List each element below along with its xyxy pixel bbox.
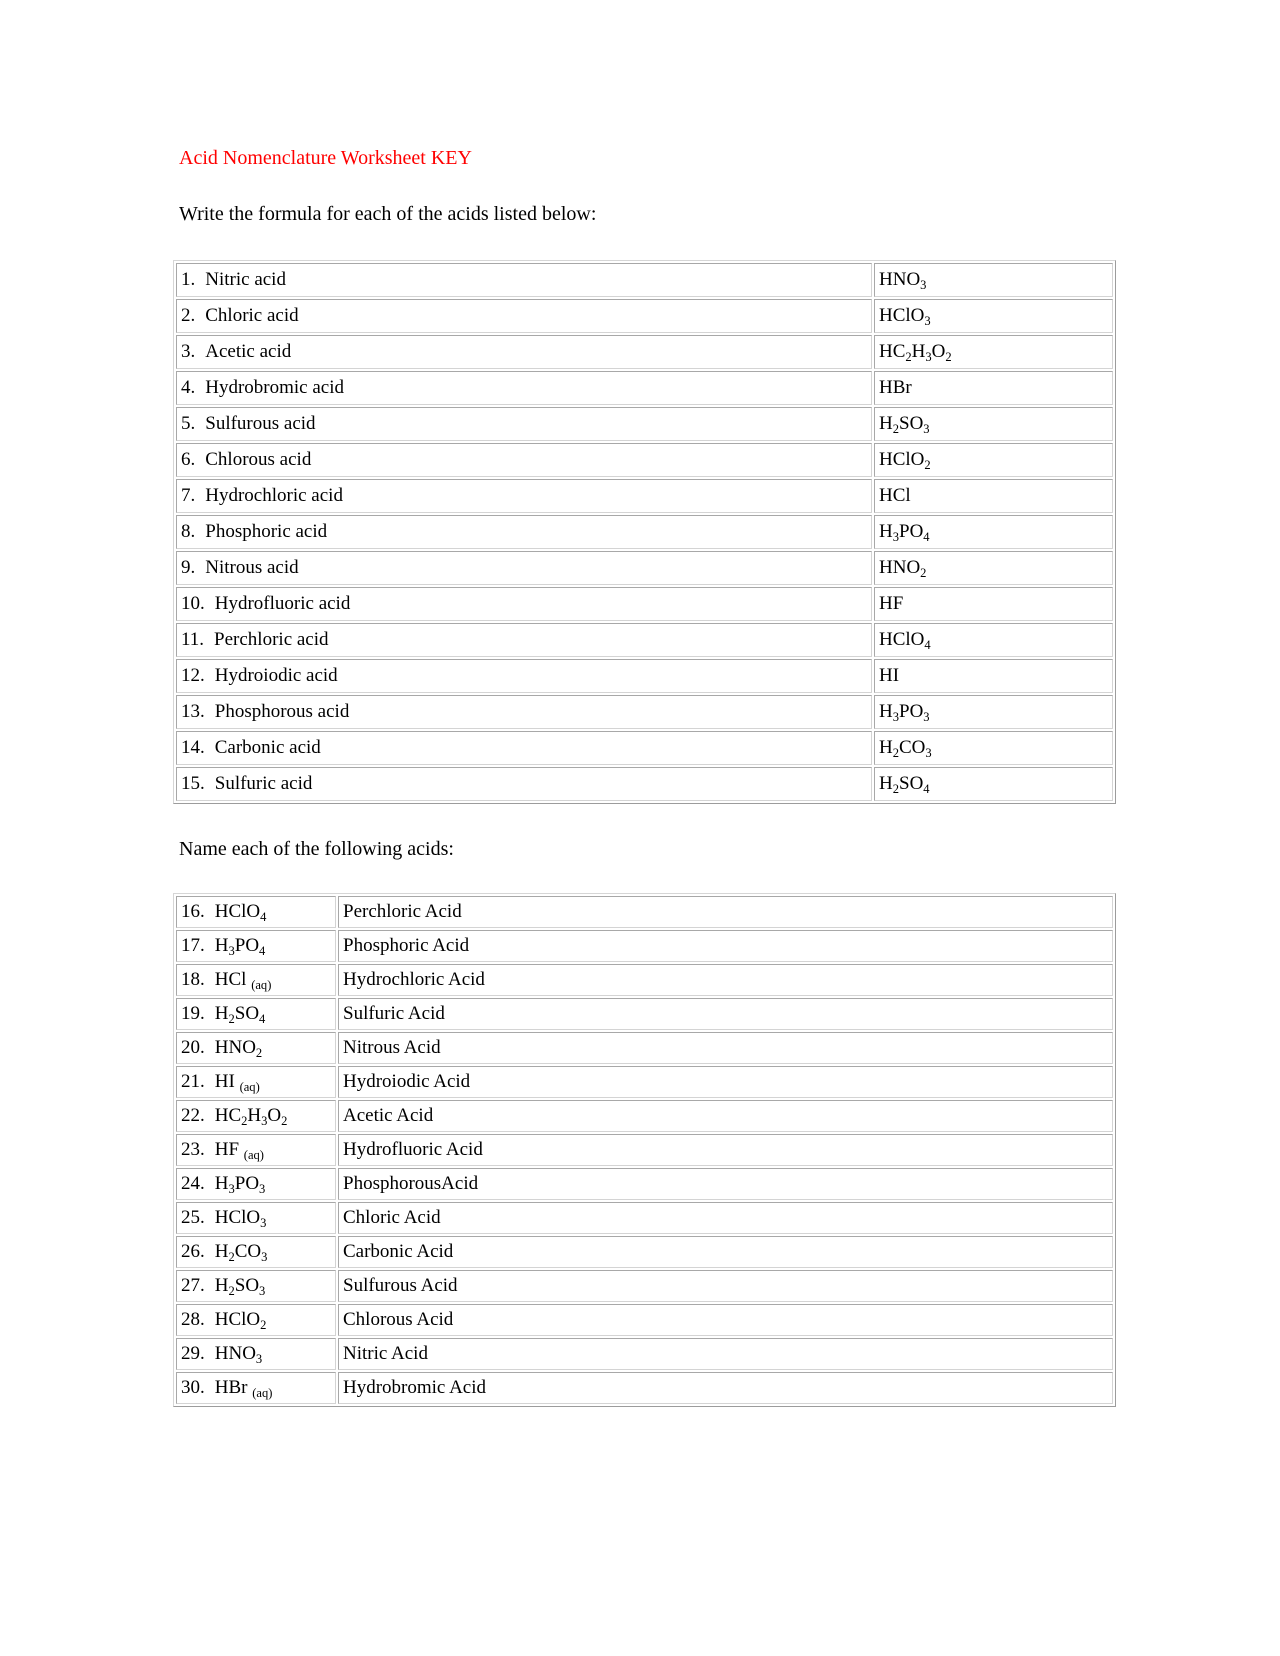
acid-name-cell	[338, 1202, 1113, 1234]
acid-name-cell	[338, 896, 1113, 928]
item-number: 22.	[181, 1105, 205, 1126]
acid-formula: $H_2CO_3$	[879, 737, 932, 760]
table-row	[176, 515, 1113, 549]
acid-name-cell	[338, 1100, 1113, 1132]
item-number: 17.	[181, 935, 205, 956]
formula-subscript: 2	[281, 1114, 288, 1128]
worksheet-content	[173, 0, 1098, 1407]
table-row	[176, 263, 1113, 297]
table-row	[176, 1134, 1113, 1166]
acid-name: Phosphoric acid	[205, 521, 328, 542]
item-number: 25.	[181, 1207, 205, 1228]
acid-formula-cell	[874, 515, 1113, 549]
formula-subscript: 2	[228, 1012, 235, 1026]
formula-subscript: 3	[261, 1250, 268, 1264]
acid-formula-cell	[176, 1134, 336, 1166]
table-row	[176, 371, 1113, 405]
acid-formula: $HNO_3$	[214, 1343, 263, 1366]
acid-formula: $HNO_3$	[879, 269, 927, 292]
formula-subscript: 3	[925, 746, 932, 760]
acid-formula-cell	[874, 731, 1113, 765]
acid-name: Acetic Acid	[343, 1105, 434, 1126]
formula-subscript: 3	[259, 1182, 266, 1196]
acid-formula: HF $_{(aq)}$	[214, 1139, 264, 1162]
formula-subscript: 3	[925, 350, 932, 364]
formula-subscript: 2	[228, 1250, 235, 1264]
formula-subscript: 2	[241, 1114, 248, 1128]
acid-formula: $HNO_2$	[879, 557, 927, 580]
item-number: 1.	[181, 269, 196, 290]
table-row	[176, 767, 1113, 801]
item-number: 18.	[181, 969, 205, 990]
formula-subscript: (aq)	[239, 1080, 260, 1094]
item-number: 21.	[181, 1071, 205, 1092]
acid-name-cell	[338, 998, 1113, 1030]
acid-name: Sulfuric Acid	[343, 1003, 445, 1024]
table-row	[176, 587, 1113, 621]
formula-subscript: 3	[259, 1284, 266, 1298]
acid-formula-cell	[874, 587, 1113, 621]
acid-name: Nitrous Acid	[343, 1037, 441, 1058]
item-number: 28.	[181, 1309, 205, 1330]
formula-subscript: (aq)	[251, 978, 272, 992]
table-row	[176, 551, 1113, 585]
acid-formula-cell	[176, 1304, 336, 1336]
acid-formula-cell	[176, 1270, 336, 1302]
acid-formula: HClO$_4$	[214, 901, 267, 924]
acid-name: Hydrochloric Acid	[343, 969, 485, 990]
formula-subscript: 3	[255, 1352, 263, 1366]
table-row	[176, 443, 1113, 477]
item-number: 24.	[181, 1173, 205, 1194]
acid-formula-cell	[874, 767, 1113, 801]
formula-subscript: 2	[924, 458, 931, 472]
table-row	[176, 1338, 1113, 1370]
acid-name: Sulfurous Acid	[343, 1275, 458, 1296]
acid-formula: HClO$_3$	[879, 305, 931, 328]
formula-subscript: 4	[260, 910, 267, 924]
table-row	[176, 1032, 1113, 1064]
acid-name-cell	[338, 1134, 1113, 1166]
item-number: 4.	[181, 377, 196, 398]
item-number: 3.	[181, 341, 196, 362]
acid-formula-cell	[176, 998, 336, 1030]
acid-name: Hydrofluoric Acid	[343, 1139, 483, 1160]
table-row	[176, 998, 1113, 1030]
acid-formula-cell	[176, 1032, 336, 1064]
acid-formula: $HNO_2$	[214, 1037, 263, 1060]
formula-subscript: 2	[945, 350, 952, 364]
acid-name-cell	[176, 299, 872, 333]
acid-formula-cell	[176, 1202, 336, 1234]
acid-formula: $H_2SO_3$	[879, 413, 930, 436]
table-row	[176, 479, 1113, 513]
acid-formula-cell	[176, 896, 336, 928]
acid-name: Chlorous Acid	[343, 1309, 454, 1330]
acid-formula-cell	[176, 1372, 336, 1404]
acid-formula: $H_2SO_3$	[214, 1275, 266, 1298]
acid-formula-cell	[176, 964, 336, 996]
acid-name: Nitric Acid	[343, 1343, 428, 1364]
acid-name: Hydroiodic acid	[214, 665, 338, 686]
item-number: 20.	[181, 1037, 205, 1058]
acid-name: PhosphorousAcid	[343, 1173, 479, 1194]
table-row	[176, 659, 1113, 693]
table-row	[176, 964, 1113, 996]
item-number: 14.	[181, 737, 205, 758]
acid-formula-cell	[874, 407, 1113, 441]
acid-formula-cell	[874, 263, 1113, 297]
acid-name: Nitric acid	[205, 269, 286, 290]
acid-formula: HClO$_3$	[214, 1207, 267, 1230]
item-number: 19.	[181, 1003, 205, 1024]
table-row	[176, 1236, 1113, 1268]
item-number: 12.	[181, 665, 205, 686]
table-row	[176, 1100, 1113, 1132]
formula-subscript: 2	[255, 1046, 263, 1060]
acid-name: Chloric acid	[205, 305, 299, 326]
acid-formula: HClO$_2$	[214, 1309, 267, 1332]
acid-name: Carbonic acid	[214, 737, 321, 758]
acid-formula-cell	[874, 551, 1113, 585]
acid-name-cell	[338, 1372, 1113, 1404]
formula-subscript: 3	[923, 422, 930, 436]
acid-formula: $H_3PO_3$	[879, 701, 930, 724]
acid-formula: $H_3PO_3$	[214, 1173, 266, 1196]
formula-subscript: 3	[892, 710, 899, 724]
acid-name: Hydrobromic Acid	[343, 1377, 487, 1398]
acid-name-cell	[176, 515, 872, 549]
acid-name: Chlorous acid	[205, 449, 312, 470]
acid-name-cell	[338, 1304, 1113, 1336]
formula-subscript: 2	[920, 566, 927, 580]
acid-formula: $HC_2H_3O_2$	[214, 1105, 288, 1128]
table-row	[176, 407, 1113, 441]
item-number: 13.	[181, 701, 205, 722]
formula-subscript: 3	[924, 314, 931, 328]
acid-name-cell	[176, 623, 872, 657]
formula-subscript: 2	[228, 1284, 235, 1298]
item-number: 2.	[181, 305, 196, 326]
acid-name: Sulfurous acid	[205, 413, 316, 434]
formula-subscript: 2	[892, 782, 899, 796]
acid-name-cell	[176, 479, 872, 513]
table-row	[176, 1202, 1113, 1234]
item-number: 6.	[181, 449, 196, 470]
formula-subscript: 3	[892, 530, 899, 544]
formula-subscript: 2	[905, 350, 912, 364]
acid-formula: $H_2SO_4$	[214, 1003, 266, 1026]
acid-name: Carbonic Acid	[343, 1241, 454, 1262]
acid-name-cell	[176, 767, 872, 801]
table-row	[176, 299, 1113, 333]
item-number: 10.	[181, 593, 205, 614]
acid-name-cell	[338, 1066, 1113, 1098]
acid-formula: HClO$_2$	[879, 449, 931, 472]
table-row	[176, 1270, 1113, 1302]
acid-name: Chloric Acid	[343, 1207, 441, 1228]
formula-subscript: 3	[920, 278, 927, 292]
table-row	[176, 896, 1113, 928]
acid-formula: HI	[879, 665, 900, 686]
acid-name: Perchloric Acid	[343, 901, 462, 922]
acid-formula-cell	[176, 1338, 336, 1370]
formula-subscript: 4	[259, 1012, 266, 1026]
acid-name: Sulfuric acid	[214, 773, 313, 794]
acid-name: Hydrochloric acid	[205, 485, 343, 506]
item-number: 26.	[181, 1241, 205, 1262]
item-number: 15.	[181, 773, 205, 794]
item-number: 7.	[181, 485, 196, 506]
acid-name-cell	[176, 695, 872, 729]
instruction-name-acids: Name each of the following acids:	[179, 838, 454, 860]
table-row	[176, 1304, 1113, 1336]
acid-name-cell	[176, 407, 872, 441]
formula-subscript: (aq)	[252, 1386, 273, 1400]
formula-subscript: 3	[260, 1216, 267, 1230]
acid-name: Perchloric acid	[214, 629, 329, 650]
table-row	[176, 335, 1113, 369]
acid-formula-cell	[176, 1100, 336, 1132]
formula-subscript: 3	[261, 1114, 268, 1128]
acid-formula-cell	[874, 623, 1113, 657]
table-row	[176, 695, 1113, 729]
acid-name: Acetic acid	[205, 341, 292, 362]
acid-formula: HClO$_4$	[879, 629, 931, 652]
formula-subscript: 2	[892, 746, 899, 760]
acid-formula-cell	[874, 479, 1113, 513]
acid-formula: HI $_{(aq)}$	[214, 1071, 260, 1094]
formula-subscript: 3	[923, 710, 930, 724]
acid-name: Hydrofluoric acid	[214, 593, 351, 614]
acid-formula-cell	[874, 443, 1113, 477]
page-title: Acid Nomenclature Worksheet KEY	[179, 147, 472, 169]
acid-formula-cell	[176, 1168, 336, 1200]
acid-name-cell	[338, 1338, 1113, 1370]
acid-formula: $HC_2H_3O_2$	[879, 341, 952, 364]
acid-formula: $H_3PO_4$	[879, 521, 930, 544]
acid-formula: HBr $_{(aq)}$	[214, 1377, 273, 1400]
table-row	[176, 1066, 1113, 1098]
acid-name-cell	[176, 659, 872, 693]
acid-name: Phosphorous acid	[214, 701, 350, 722]
acid-formula-cell	[176, 1066, 336, 1098]
acid-formula-cell	[176, 1236, 336, 1268]
item-number: 30.	[181, 1377, 205, 1398]
acid-formula-cell	[874, 299, 1113, 333]
acid-formula: HCl $_{(aq)}$	[214, 969, 272, 992]
item-number: 5.	[181, 413, 196, 434]
acid-name-cell	[176, 551, 872, 585]
formula-subscript: 2	[892, 422, 899, 436]
item-number: 27.	[181, 1275, 205, 1296]
acid-name-cell	[176, 587, 872, 621]
formula-subscript: 4	[923, 782, 930, 796]
acid-formula: HBr	[879, 377, 912, 398]
acid-formula-cell	[874, 371, 1113, 405]
acid-formula-cell	[874, 695, 1113, 729]
acid-name: Hydroiodic Acid	[343, 1071, 471, 1092]
acid-name-cell	[338, 964, 1113, 996]
instruction-write-formula: Write the formula for each of the acids listed below:	[179, 203, 597, 225]
acid-name-cell	[338, 930, 1113, 962]
formula-subscript: 4	[924, 638, 931, 652]
acid-formula: HF	[879, 593, 904, 614]
acid-name: Nitrous acid	[205, 557, 299, 578]
item-number: 8.	[181, 521, 196, 542]
acid-name-cell	[338, 1270, 1113, 1302]
acid-formula: $H_3PO_4$	[214, 935, 266, 958]
formula-subscript: 4	[923, 530, 930, 544]
acid-name: Phosphoric Acid	[343, 935, 470, 956]
item-number: 11.	[181, 629, 205, 650]
acid-formula: HCl	[879, 485, 911, 506]
acid-name-cell	[176, 443, 872, 477]
formula-subscript: 3	[228, 944, 235, 958]
formula-subscript: 2	[260, 1318, 267, 1332]
formula-subscript: 3	[228, 1182, 235, 1196]
acid-name: Hydrobromic acid	[205, 377, 345, 398]
acid-formula-cell	[176, 930, 336, 962]
acid-name-cell	[176, 371, 872, 405]
formula-subscript: (aq)	[243, 1148, 264, 1162]
acid-name-cell	[338, 1032, 1113, 1064]
acid-name-cell	[176, 335, 872, 369]
acid-formula: $H_2CO_3$	[214, 1241, 268, 1264]
item-number: 16.	[181, 901, 205, 922]
acid-formula-cell	[874, 659, 1113, 693]
formula-table	[173, 260, 1116, 804]
table-row	[176, 930, 1113, 962]
item-number: 29.	[181, 1343, 205, 1364]
acid-name-cell	[176, 731, 872, 765]
acid-name-cell	[338, 1236, 1113, 1268]
table-row	[176, 1168, 1113, 1200]
item-number: 9.	[181, 557, 196, 578]
formula-subscript: 4	[259, 944, 266, 958]
table-row	[176, 1372, 1113, 1404]
acid-formula-cell	[874, 335, 1113, 369]
item-number: 23.	[181, 1139, 205, 1160]
naming-table	[173, 893, 1116, 1407]
acid-formula: $H_2SO_4$	[879, 773, 930, 796]
table-row	[176, 731, 1113, 765]
table-row	[176, 623, 1113, 657]
acid-name-cell	[338, 1168, 1113, 1200]
acid-name-cell	[176, 263, 872, 297]
